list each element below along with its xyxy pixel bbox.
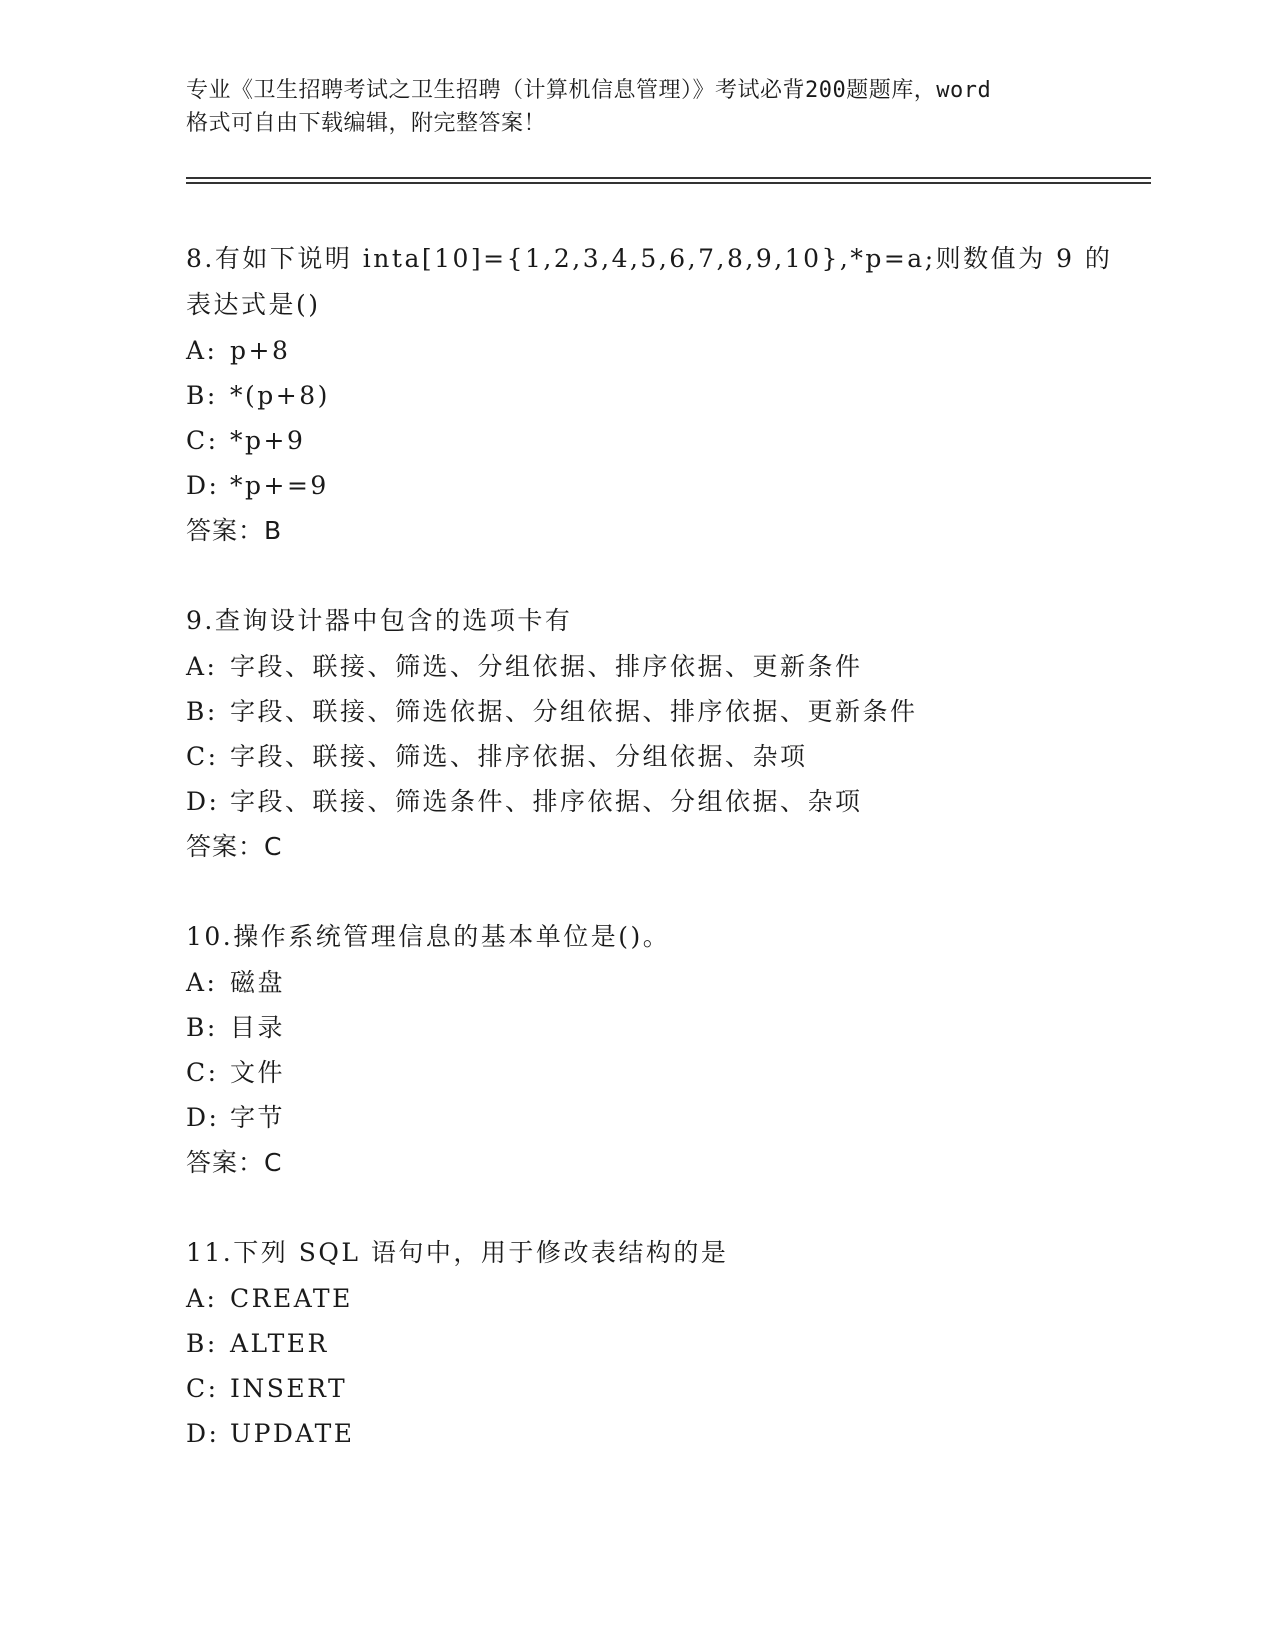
option-letter: D: — [186, 787, 220, 816]
answer-line: 答案：C — [186, 832, 283, 861]
option-b — [186, 1321, 1146, 1366]
option-letter: C: — [186, 426, 219, 455]
option-text: 字节 — [230, 1103, 286, 1132]
option-c — [186, 1366, 1146, 1411]
option-letter: D: — [186, 1103, 220, 1132]
option-b — [186, 689, 1146, 734]
answer-line: 答案：B — [186, 516, 283, 545]
option-letter: B: — [186, 381, 218, 410]
option-letter: A: — [186, 1284, 218, 1313]
option-d — [186, 463, 1146, 508]
option-letter: A: — [186, 336, 218, 365]
option-letter: D: — [186, 471, 220, 500]
option-letter: B: — [186, 1013, 218, 1042]
answer-line: 答案：C — [186, 1148, 283, 1177]
option-letter: C: — [186, 1374, 219, 1403]
option-text: CREATE — [230, 1284, 353, 1313]
option-a — [186, 1276, 1146, 1321]
option-text: 文件 — [230, 1058, 286, 1087]
option-letter: C: — [186, 742, 219, 771]
option-c — [186, 418, 1146, 463]
question-11 — [186, 1230, 1146, 1456]
header-line-2: 格式可自由下载编辑，附完整答案！ — [186, 111, 547, 136]
option-text: *(p+8) — [230, 381, 330, 410]
question-8 — [186, 236, 1146, 553]
header-line-1: 专业《卫生招聘考试之卫生招聘（计算机信息管理）》考试必背200题题库，word — [186, 78, 992, 103]
option-text: *p+=9 — [230, 471, 329, 500]
question-stem: 10.操作系统管理信息的基本单位是()。 — [186, 922, 671, 951]
option-c — [186, 734, 1146, 779]
header-divider-bottom — [186, 182, 1151, 184]
option-letter: B: — [186, 1329, 218, 1358]
document-header — [186, 74, 1086, 140]
option-d — [186, 779, 1146, 824]
question-stem: 9.查询设计器中包含的选项卡有 — [186, 606, 573, 635]
option-text: 字段、联接、筛选条件、排序依据、分组依据、杂项 — [230, 787, 863, 816]
option-c — [186, 1050, 1146, 1095]
question-list — [186, 236, 1146, 1501]
option-text: 磁盘 — [230, 968, 286, 997]
option-text: UPDATE — [230, 1419, 355, 1448]
option-a — [186, 960, 1146, 1005]
question-10 — [186, 914, 1146, 1185]
option-text: *p+9 — [230, 426, 306, 455]
option-letter: A: — [186, 652, 218, 681]
option-d — [186, 1411, 1146, 1456]
question-stem: 8.有如下说明 inta[10]={1,2,3,4,5,6,7,8,9,10},*p=a;则数值为 9 的 — [186, 244, 1113, 273]
option-letter: C: — [186, 1058, 219, 1087]
option-text: INSERT — [230, 1374, 348, 1403]
option-a — [186, 644, 1146, 689]
question-9 — [186, 598, 1146, 869]
option-text: 字段、联接、筛选依据、分组依据、排序依据、更新条件 — [230, 697, 918, 726]
option-b — [186, 373, 1146, 418]
option-text: ALTER — [230, 1329, 329, 1358]
option-letter: B: — [186, 697, 218, 726]
question-stem-continued: 表达式是() — [186, 290, 321, 319]
option-text: p+8 — [230, 336, 291, 365]
option-text: 字段、联接、筛选、分组依据、排序依据、更新条件 — [230, 652, 863, 681]
option-text: 字段、联接、筛选、排序依据、分组依据、杂项 — [230, 742, 808, 771]
option-d — [186, 1095, 1146, 1140]
option-b — [186, 1005, 1146, 1050]
option-a — [186, 328, 1146, 373]
header-divider-top — [186, 177, 1151, 179]
option-text: 目录 — [230, 1013, 286, 1042]
question-stem: 11.下列 SQL 语句中，用于修改表结构的是 — [186, 1238, 729, 1267]
option-letter: D: — [186, 1419, 220, 1448]
option-letter: A: — [186, 968, 218, 997]
